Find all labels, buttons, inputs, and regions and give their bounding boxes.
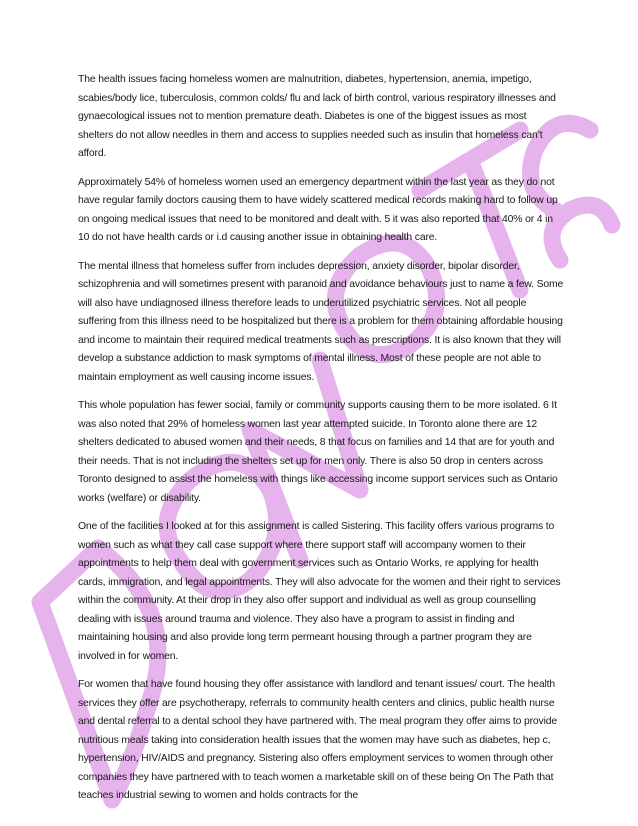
paragraph-emergency-department: Approximately 54% of homeless women used an emergency department within the last year as they do not have regular family doctors causing them to have widely scattered medical records making hard to follow up on ongoing medical issues that need to be monitored and dealt with. 5 it was also reported that 40% or 4 in 10 do not have health cards or i.d causing another issue in obtaining health care. bbox=[78, 176, 558, 243]
document-body bbox=[78, 71, 564, 816]
paragraph-sistering-facility: One of the facilities I looked at for this assignment is called Sistering. This facility offers various programs to women such as what they call case support where there support staff will accompany women to their appointments to help them deal with government services such as Ontario Works, re applying for health cards, immigration, and legal appointments. They will also advocate for the women and their right to services within the community. At their drop in they also offer support and individual as well as group counselling dealing with issues around trauma and violence. They also have a program to assist in finding and maintaining housing and also provide long term permeant housing through a partner program they are involved in for women. bbox=[78, 521, 561, 662]
paragraph-mental-illness: The mental illness that homeless suffer from includes depression, anxiety disorder, bipolar disorder, schizophrenia and will sometimes present with paranoid and avoidance behaviours just to name a few. Some will also have undiagnosed illness therefore leads to underutilized psychiatric services. Not all people suffering from this illness need to be hospitalized but there is a problem for them obtaining affordable housing and income to maintain their required medical treatments such as prescriptions. It is also known that they will develop a substance addiction to mask symptoms of mental illness. Most of these people are not able to maintain employment as well causing income issues. bbox=[78, 260, 564, 383]
paragraph-housing-services: For women that have found housing they offer assistance with landlord and tenant issues/ court. The health services they offer are psychotherapy, referrals to community health centers and clinics, public health nurse and dental referral to a dental school they have partnered with. The meal program they offer aims to provide nutritious meals taking into consideration health issues that the women may have such as diabetes, hep c, hypertension, HIV/AIDS and pregnancy. Sistering also offers employment services to women through other companies they have partnered with to teach women a marketable skill on of these being On The Path that teaches industrial sewing to women and holds contracts for the bbox=[78, 679, 557, 801]
paragraph-health-issues: The health issues facing homeless women are malnutrition, diabetes, hypertension, anemia, impetigo, scabies/body lice, tuberculosis, common colds/ flu and lack of birth control, various respiratory illnesses and gynaecological issues not to mention premature death. Diabetes is one of the biggest issues as most shelters do not allow needles in them and access to supplies needed such as insulin that homeless can’t afford. bbox=[78, 74, 556, 159]
paragraph-social-support: This whole population has fewer social, family or community supports causing them to be more isolated. 6 It was also noted that 29% of homeless women last year attempted suicide. In Toronto alone there are 12 shelters dedicated to abused women and their needs, 8 that focus on families and 14 that are for youth and their needs. That is not including the shelters set up for men only. There is also 50 drop in centers across Toronto designed to assist the homeless with things like accessing income support services such as Ontario works (welfare) or disability. bbox=[78, 400, 558, 504]
